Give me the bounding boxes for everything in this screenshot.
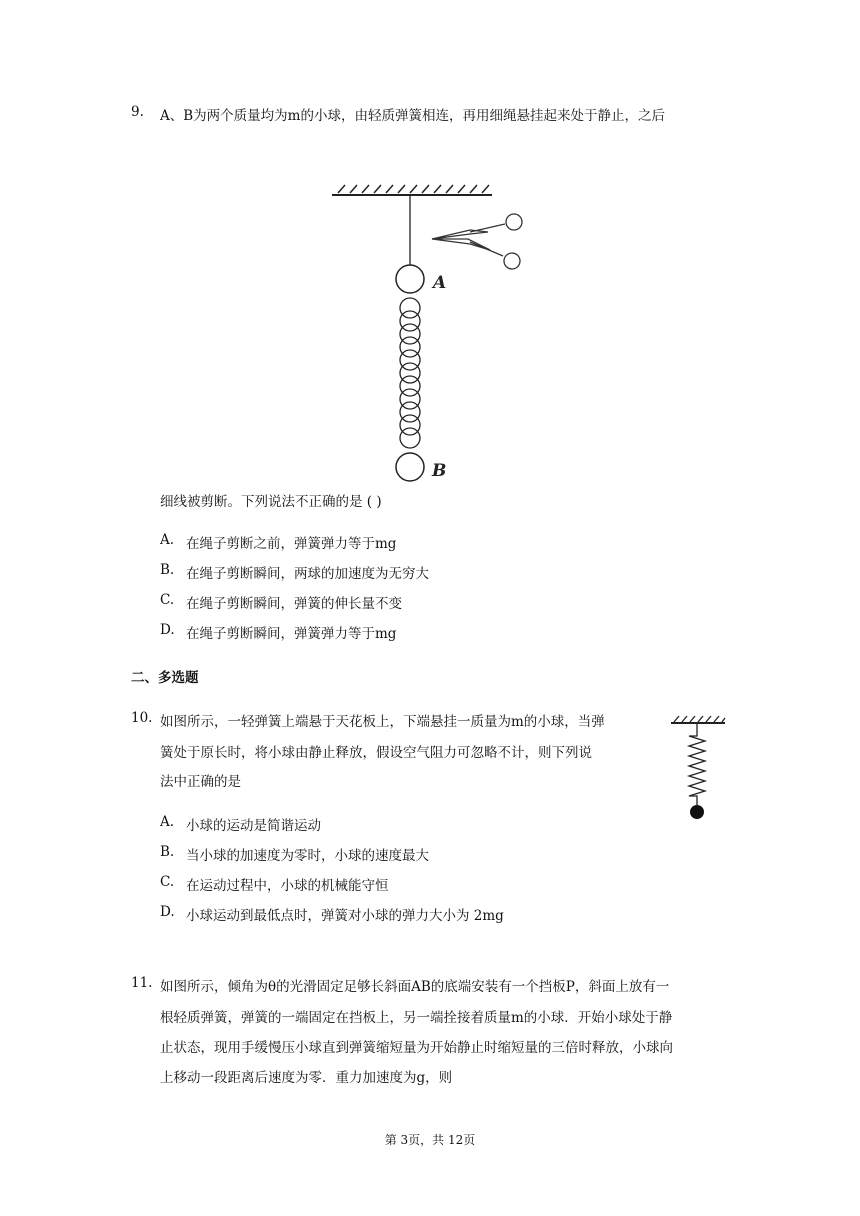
q10-option-a-text: 小球的运动是简谐运动 [186, 818, 321, 834]
label-b: B [432, 461, 447, 481]
q10-option-d-text: 小球运动到最低点时，弹簧对小球的弹力大小为 2mg [186, 908, 504, 924]
question-10-line-2: 簧处于原长时，将小球由静止释放，假设空气阻力可忽略不计，则下列说 [160, 745, 592, 761]
q9-option-a-letter: A. [160, 532, 175, 548]
page-footer: 第 3页，共 12页 [384, 1133, 476, 1147]
small-ball [690, 805, 704, 819]
question-11-number: 11. [131, 975, 153, 991]
label-a: A [433, 273, 447, 293]
q9-option-d-letter: D. [160, 622, 175, 638]
ceiling-hatch [332, 185, 492, 195]
q9-option-b-text: 在绳子剪断瞬间，两球的加速度为无穷大 [186, 566, 429, 582]
q10-option-b-letter: B. [160, 844, 175, 860]
q10-option-d-letter: D. [160, 904, 175, 920]
question-10-line-3: 法中正确的是 [160, 774, 241, 790]
spring-coils [400, 298, 420, 448]
question-11-line-3: 止状态，现用手缓慢压小球直到弹簧缩短量为开始静止时缩短量的三倍时释放，小球向 [160, 1040, 673, 1056]
question-11-line-1: 如图所示，倾角为θ的光滑固定足够长斜面AB的底端安装有一个挡板P，斜面上放有一 [160, 979, 670, 995]
q10-option-c-text: 在运动过程中，小球的机械能守恒 [186, 878, 389, 894]
q10-option-b-text: 当小球的加速度为零时，小球的速度最大 [186, 848, 429, 864]
ball-b [396, 453, 424, 481]
question-10-number: 10. [131, 710, 153, 726]
question-11-line-4: 上移动一段距离后速度为零．重力加速度为g，则 [160, 1070, 453, 1086]
scissors-icon [432, 214, 522, 269]
ball-a [396, 265, 424, 293]
q10-option-c-letter: C. [160, 874, 175, 890]
q9-option-d-text: 在绳子剪断瞬间，弹簧弹力等于mg [186, 626, 397, 642]
question-9-number: 9. [131, 104, 144, 120]
spring-ball-figure [668, 712, 728, 824]
question-9-stem-continued: 细线被剪断。下列说法不正确的是 ( ) [160, 494, 382, 510]
q10-option-a-letter: A. [160, 814, 175, 830]
question-9-stem: A、B为两个质量均为m的小球，由轻质弹簧相连，再用细绳悬挂起来处于静止，之后 [160, 108, 665, 124]
q9-option-b-letter: B. [160, 562, 175, 578]
q9-option-a-text: 在绳子剪断之前，弹簧弹力等于mg [186, 536, 397, 552]
section-title: 二、多选题 [131, 670, 199, 686]
q9-option-c-letter: C. [160, 592, 175, 608]
question-11-line-2: 根轻质弹簧，弹簧的一端固定在挡板上，另一端拴接着质量m的小球．开始小球处于静 [160, 1010, 673, 1026]
question-10-line-1: 如图所示，一轻弹簧上端悬于天花板上，下端悬挂一质量为m的小球，当弹 [160, 714, 605, 730]
hanging-spring-figure [320, 178, 540, 488]
spring-zigzag [689, 723, 705, 805]
q9-option-c-text: 在绳子剪断瞬间，弹簧的伸长量不变 [186, 596, 402, 612]
